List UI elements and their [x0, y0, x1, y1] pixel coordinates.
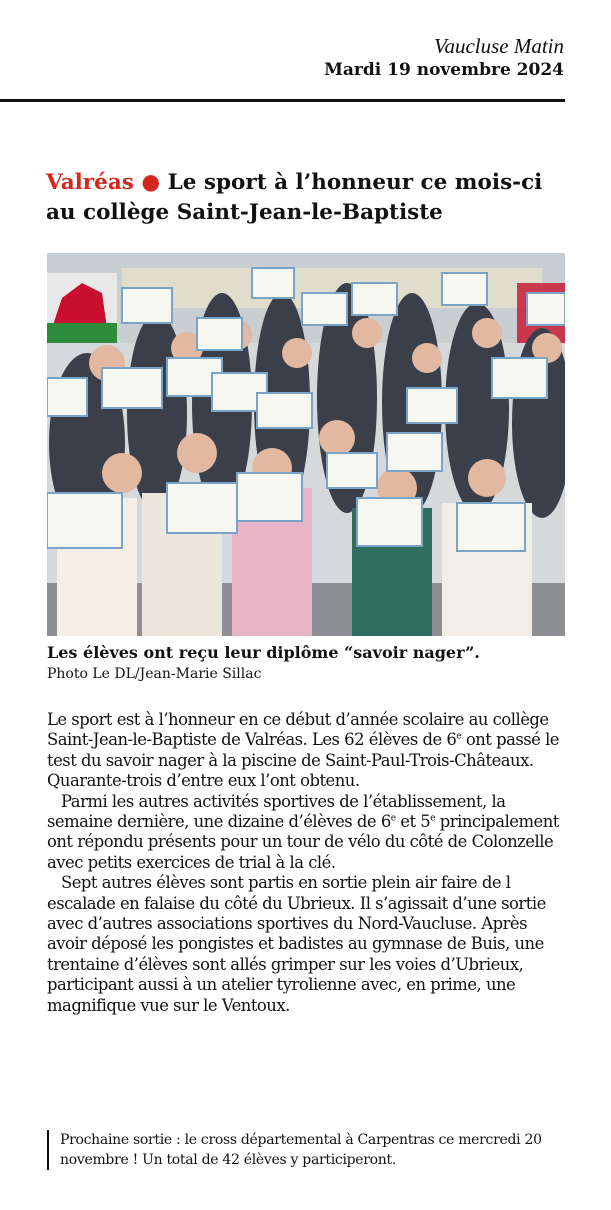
paragraph-2-part-c: principalement ont répondu présents pour un tour de vélo du côté de Colonzelle avec petits exercices de trial à la clé.: [47, 812, 559, 872]
ordinal-superscript: e: [456, 731, 462, 742]
masthead: [324, 34, 564, 82]
headline-line-2: au collège Saint-Jean-le-Baptiste: [46, 200, 443, 225]
paragraph-2-part-a: Parmi les autres activités sportives de l’établissement, la semaine dernière, une dizaine d’élèves de 6: [47, 791, 506, 832]
publication-date: Mardi 19 novembre 2024: [324, 60, 564, 80]
article-body: [47, 710, 565, 1016]
article-headline: [46, 168, 566, 228]
headline-line-1: Le sport à l’honneur ce mois-ci: [167, 170, 543, 195]
paragraph-1-part-b: ont passé le test du savoir nager à la piscine de Saint-Paul-Trois-Châteaux. Quarante-trois d’entre eux l’ont obtenu.: [47, 730, 560, 791]
photo-credit: Photo Le DL/Jean-Marie Sillac: [47, 666, 262, 682]
photo-caption: Les élèves ont reçu leur diplôme “savoir nager”.: [47, 643, 480, 662]
location-kicker: Valréas: [46, 170, 134, 195]
newspaper-name: Vaucluse Matin: [433, 34, 564, 58]
kicker-bullet: ●: [141, 170, 161, 195]
paragraph-3: Sept autres élèves sont partis en sortie plein air faire de l escalade en falaise du côté du Ubrieux. Il s’agissait d’une sortie avec d’autres associations sportives du Nord-Vaucluse. Après avoir déposé les pongistes et badistes au gymnase de Buis, une trentaine d’élèves sont allés grimper sur les voies d’Ubrieux, participant aussi à un atelier tyrolienne avec, en prime, une magnifique vue sur le Ventoux.: [47, 873, 546, 1015]
next-outing-note: Prochaine sortie : le cross départemental à Carpentras ce mercredi 20 novembre ! Un total de 42 élèves y participeront.: [47, 1130, 560, 1170]
article-photo: [47, 253, 565, 636]
paragraph-1-part-a: Le sport est à l’honneur en ce début d’année scolaire au collège Saint-Jean-le-Baptiste de Valréas. Les 62 élèves de 6: [47, 710, 549, 750]
paragraph-1: [47, 710, 565, 792]
paragraph-2: [47, 792, 565, 874]
header-rule: [0, 99, 565, 102]
ordinal-superscript: e: [430, 813, 436, 824]
ordinal-superscript: e: [390, 813, 396, 824]
photo-illustration: [47, 253, 565, 636]
photo-caption-block: [47, 642, 567, 684]
paragraph-2-part-b: et 5: [395, 812, 431, 832]
